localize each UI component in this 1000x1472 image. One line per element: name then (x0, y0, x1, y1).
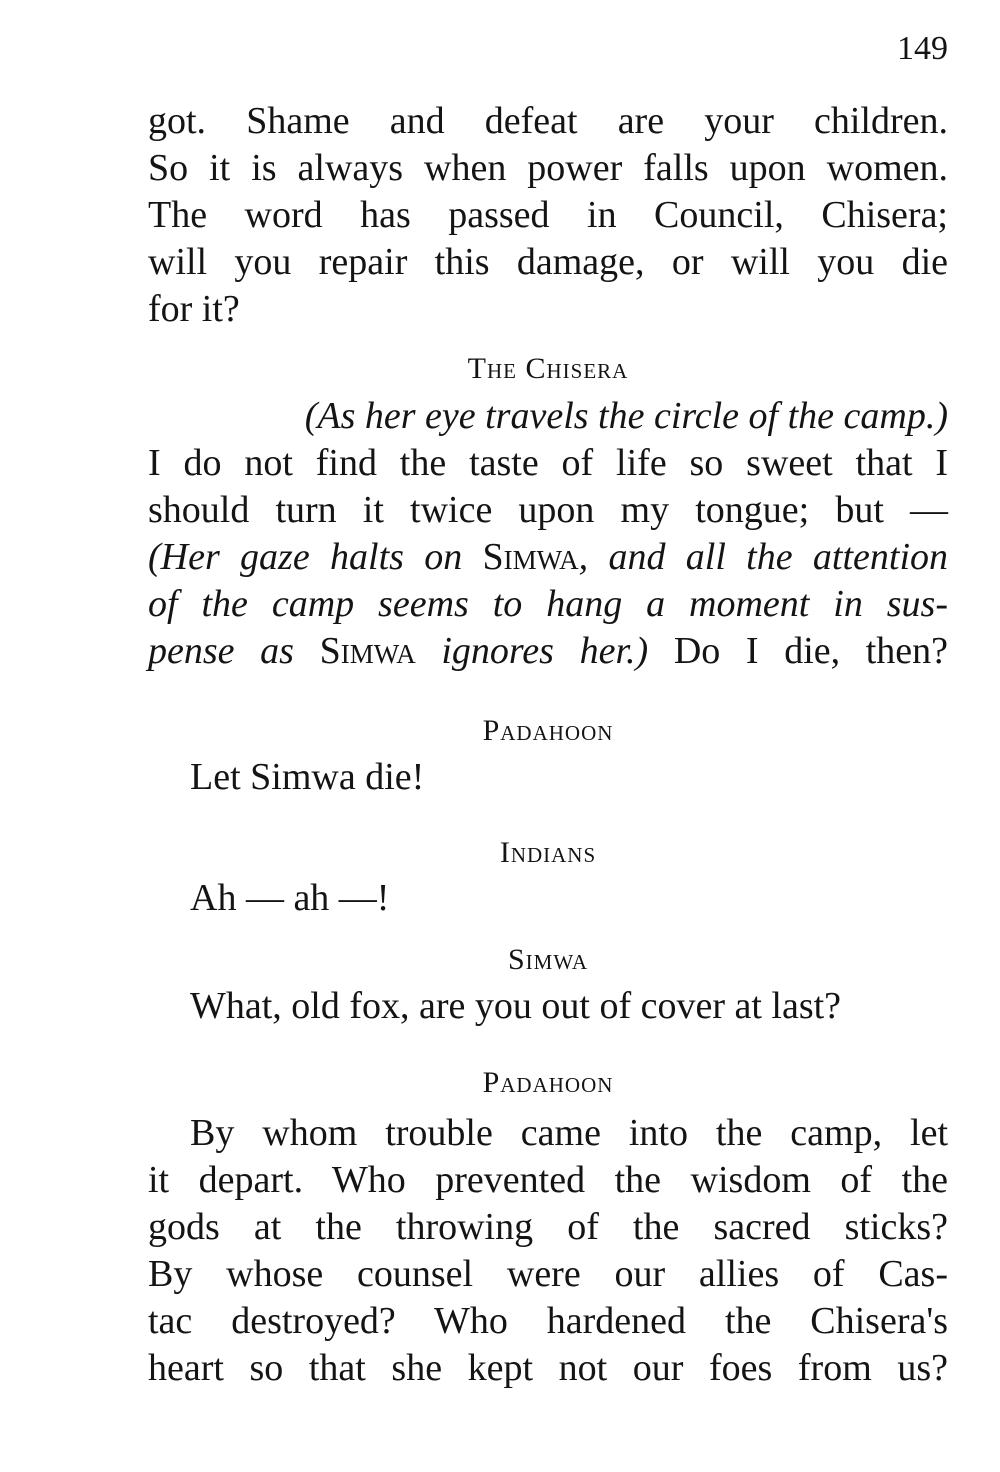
page-number: 149 (897, 30, 948, 67)
text-line: Ah — ah —! (190, 877, 390, 919)
speaker-heading-indians: Indians (499, 836, 597, 869)
text-line: will you repair this damage, or will you die (148, 241, 948, 283)
speech-simwa (148, 983, 948, 1030)
text-line: gods at the throwing of the sacred sticks? (148, 1206, 948, 1248)
text-line: tac destroyed? Who hardened the Chisera's (148, 1300, 948, 1342)
text-line: got. Shame and defeat are your children. (148, 100, 948, 142)
stage-direction-text: ignores her.) (441, 630, 649, 672)
stage-direction-line (148, 581, 948, 628)
text-line: it depart. Who prevented the wisdom of the (148, 1159, 948, 1201)
text-line: By whose counsel were our allies of Cas- (148, 1253, 948, 1295)
stage-direction-text: of the camp seems to hang a moment in sus- (148, 583, 948, 625)
text-line: heart so that she kept not our foes from us? (148, 1347, 948, 1389)
text-line: I do not find the taste of life so sweet that I (148, 442, 948, 484)
speech-indians (148, 875, 990, 922)
stage-direction-line (148, 534, 948, 581)
speaker-heading-chisera: The Chisera (467, 352, 629, 385)
character-name: Simwa (319, 630, 416, 672)
speech-padahoon (148, 754, 990, 801)
stage-direction-text: , and all the attention (578, 536, 949, 578)
paragraph-chisera (148, 393, 948, 675)
text-line: should turn it twice upon my tongue; but — (148, 489, 948, 531)
stage-direction-text: (Her gaze halts on (148, 536, 463, 578)
text-line: What, old fox, are you out of cover at last? (190, 985, 842, 1027)
stage-direction-line (148, 628, 948, 675)
character-name: Simwa (482, 536, 579, 578)
paragraph-continuation (148, 98, 948, 333)
text-fragment: Do I die, then? (673, 630, 949, 672)
speaker-heading-simwa: Simwa (507, 943, 588, 976)
text-line: So it is always when power falls upon women. (148, 147, 948, 189)
stage-direction-text: pense as (148, 630, 294, 672)
speech-padahoon-2 (148, 1110, 948, 1392)
text-line: The word has passed in Council, Chisera; (148, 194, 948, 236)
text-line: Let Simwa die! (190, 756, 425, 798)
stage-direction-text: (As her eye travels the circle of the camp.) (304, 395, 948, 437)
speaker-heading-padahoon-2: Padahoon (482, 1066, 614, 1099)
text-line: By whom trouble came into the camp, let (190, 1112, 948, 1154)
text-line: for it? (148, 288, 240, 330)
speaker-heading-padahoon: Padahoon (482, 714, 614, 747)
stage-direction (148, 393, 948, 440)
